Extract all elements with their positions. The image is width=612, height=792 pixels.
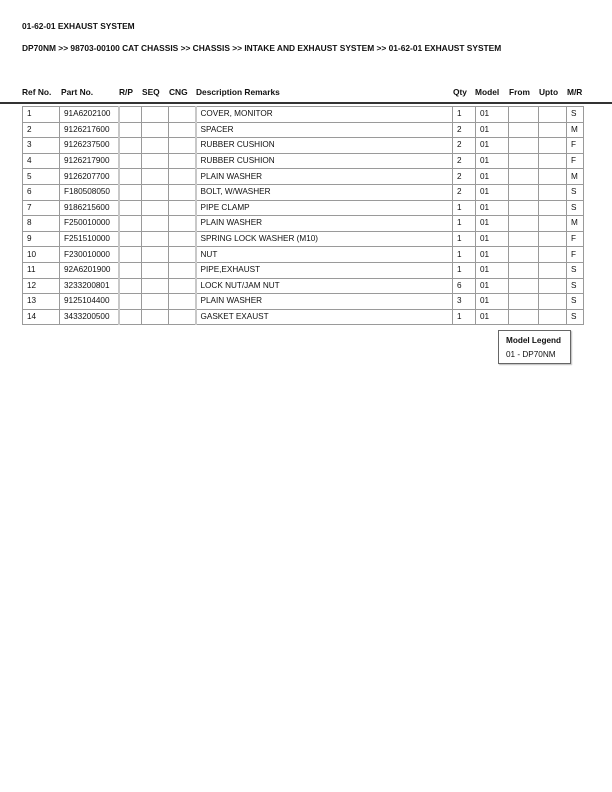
cell-rp: [119, 153, 142, 169]
cell-ref: 11: [23, 262, 60, 278]
table-row: [23, 231, 584, 247]
cell-mr: M: [567, 169, 584, 185]
cell-desc: PLAIN WASHER: [196, 294, 453, 310]
cell-mr: M: [567, 216, 584, 232]
cell-model: 01: [476, 138, 509, 154]
cell-rp: [119, 247, 142, 263]
cell-qty: 2: [453, 184, 476, 200]
cell-ref: 13: [23, 294, 60, 310]
cell-cng: [169, 138, 196, 154]
cell-part: F251510000: [60, 231, 119, 247]
cell-from: [509, 153, 539, 169]
cell-upto: [539, 184, 567, 200]
cell-from: [509, 138, 539, 154]
cell-from: [509, 231, 539, 247]
cell-model: 01: [476, 278, 509, 294]
page-title: 01-62-01 EXHAUST SYSTEM: [22, 21, 135, 31]
cell-desc: LOCK NUT/JAM NUT: [196, 278, 453, 294]
cell-upto: [539, 169, 567, 185]
cell-ref: 14: [23, 309, 60, 325]
cell-qty: 1: [453, 200, 476, 216]
table-row: [23, 262, 584, 278]
cell-qty: 3: [453, 294, 476, 310]
cell-ref: 5: [23, 169, 60, 185]
cell-rp: [119, 231, 142, 247]
cell-mr: S: [567, 309, 584, 325]
cell-upto: [539, 200, 567, 216]
cell-cng: [169, 247, 196, 263]
cell-part: F180508050: [60, 184, 119, 200]
cell-cng: [169, 294, 196, 310]
cell-rp: [119, 184, 142, 200]
cell-rp: [119, 200, 142, 216]
cell-rp: [119, 138, 142, 154]
cell-part: 9126237500: [60, 138, 119, 154]
header-seq: SEQ: [142, 87, 160, 97]
cell-qty: 2: [453, 169, 476, 185]
cell-cng: [169, 153, 196, 169]
cell-cng: [169, 216, 196, 232]
cell-seq: [142, 231, 169, 247]
cell-seq: [142, 169, 169, 185]
table-row: [23, 294, 584, 310]
cell-part: 9126217600: [60, 122, 119, 138]
model-legend-entry: 01 - DP70NM: [506, 350, 556, 359]
cell-part: 3433200500: [60, 309, 119, 325]
cell-from: [509, 107, 539, 123]
cell-cng: [169, 262, 196, 278]
cell-part: F250010000: [60, 216, 119, 232]
cell-rp: [119, 278, 142, 294]
cell-seq: [142, 138, 169, 154]
cell-model: 01: [476, 216, 509, 232]
cell-from: [509, 262, 539, 278]
table-row: [23, 122, 584, 138]
cell-model: 01: [476, 200, 509, 216]
cell-desc: GASKET EXAUST: [196, 309, 453, 325]
cell-model: 01: [476, 184, 509, 200]
cell-model: 01: [476, 294, 509, 310]
cell-qty: 1: [453, 262, 476, 278]
cell-model: 01: [476, 153, 509, 169]
cell-cng: [169, 278, 196, 294]
cell-upto: [539, 262, 567, 278]
cell-rp: [119, 294, 142, 310]
cell-from: [509, 216, 539, 232]
header-cng: CNG: [169, 87, 188, 97]
cell-seq: [142, 107, 169, 123]
cell-desc: SPRING LOCK WASHER (M10): [196, 231, 453, 247]
cell-from: [509, 169, 539, 185]
cell-mr: S: [567, 107, 584, 123]
cell-seq: [142, 200, 169, 216]
cell-desc: PIPE,EXHAUST: [196, 262, 453, 278]
cell-seq: [142, 262, 169, 278]
cell-part: 9186215600: [60, 200, 119, 216]
cell-ref: 7: [23, 200, 60, 216]
cell-from: [509, 200, 539, 216]
cell-desc: SPACER: [196, 122, 453, 138]
cell-cng: [169, 122, 196, 138]
cell-rp: [119, 107, 142, 123]
cell-mr: S: [567, 184, 584, 200]
cell-rp: [119, 309, 142, 325]
cell-mr: F: [567, 153, 584, 169]
cell-seq: [142, 247, 169, 263]
cell-part: 9126207700: [60, 169, 119, 185]
cell-seq: [142, 309, 169, 325]
cell-mr: F: [567, 138, 584, 154]
cell-desc: RUBBER CUSHION: [196, 153, 453, 169]
cell-upto: [539, 138, 567, 154]
cell-desc: PIPE CLAMP: [196, 200, 453, 216]
cell-upto: [539, 122, 567, 138]
table-row: [23, 309, 584, 325]
cell-seq: [142, 153, 169, 169]
cell-desc: COVER, MONITOR: [196, 107, 453, 123]
cell-model: 01: [476, 231, 509, 247]
model-legend-title: Model Legend: [506, 336, 562, 345]
cell-part: 3233200801: [60, 278, 119, 294]
cell-model: 01: [476, 122, 509, 138]
header-rp: R/P: [119, 87, 133, 97]
cell-part: 9126217900: [60, 153, 119, 169]
cell-mr: M: [567, 122, 584, 138]
cell-qty: 6: [453, 278, 476, 294]
cell-from: [509, 278, 539, 294]
table-row: [23, 184, 584, 200]
cell-from: [509, 184, 539, 200]
cell-desc: PLAIN WASHER: [196, 216, 453, 232]
cell-ref: 10: [23, 247, 60, 263]
cell-upto: [539, 309, 567, 325]
header-ref: Ref No.: [22, 87, 52, 97]
model-legend: [498, 330, 571, 364]
table-row: [23, 107, 584, 123]
cell-model: 01: [476, 169, 509, 185]
cell-from: [509, 247, 539, 263]
table-row: [23, 200, 584, 216]
cell-qty: 1: [453, 231, 476, 247]
cell-model: 01: [476, 262, 509, 278]
header-upto: Upto: [539, 87, 559, 97]
cell-ref: 9: [23, 231, 60, 247]
cell-qty: 1: [453, 107, 476, 123]
cell-desc: PLAIN WASHER: [196, 169, 453, 185]
table-row: [23, 247, 584, 263]
header-mr: M/R: [567, 87, 583, 97]
cell-seq: [142, 294, 169, 310]
cell-ref: 8: [23, 216, 60, 232]
cell-ref: 6: [23, 184, 60, 200]
cell-ref: 2: [23, 122, 60, 138]
cell-mr: S: [567, 262, 584, 278]
cell-desc: RUBBER CUSHION: [196, 138, 453, 154]
cell-upto: [539, 231, 567, 247]
cell-rp: [119, 262, 142, 278]
header-desc: Description Remarks: [196, 87, 280, 97]
parts-table: [22, 106, 584, 325]
cell-part: 9125104400: [60, 294, 119, 310]
cell-model: 01: [476, 107, 509, 123]
cell-ref: 3: [23, 138, 60, 154]
cell-cng: [169, 200, 196, 216]
cell-qty: 1: [453, 247, 476, 263]
cell-rp: [119, 122, 142, 138]
header-divider: [0, 102, 612, 104]
cell-cng: [169, 309, 196, 325]
cell-mr: S: [567, 294, 584, 310]
cell-cng: [169, 184, 196, 200]
cell-from: [509, 309, 539, 325]
cell-seq: [142, 184, 169, 200]
cell-seq: [142, 122, 169, 138]
cell-cng: [169, 107, 196, 123]
cell-seq: [142, 216, 169, 232]
cell-upto: [539, 247, 567, 263]
breadcrumb: DP70NM >> 98703-00100 CAT CHASSIS >> CHASSIS >> INTAKE AND EXHAUST SYSTEM >> 01-62-01 EXHAUST SYSTEM: [22, 43, 502, 53]
cell-qty: 1: [453, 216, 476, 232]
header-qty: Qty: [453, 87, 467, 97]
cell-model: 01: [476, 309, 509, 325]
cell-mr: F: [567, 247, 584, 263]
cell-part: F230010000: [60, 247, 119, 263]
table-row: [23, 216, 584, 232]
cell-model: 01: [476, 247, 509, 263]
cell-part: 92A6201900: [60, 262, 119, 278]
cell-rp: [119, 169, 142, 185]
cell-from: [509, 294, 539, 310]
cell-upto: [539, 216, 567, 232]
cell-mr: F: [567, 231, 584, 247]
cell-qty: 1: [453, 309, 476, 325]
cell-desc: BOLT, W/WASHER: [196, 184, 453, 200]
cell-upto: [539, 278, 567, 294]
cell-desc: NUT: [196, 247, 453, 263]
cell-qty: 2: [453, 138, 476, 154]
cell-cng: [169, 169, 196, 185]
cell-ref: 4: [23, 153, 60, 169]
cell-upto: [539, 107, 567, 123]
cell-from: [509, 122, 539, 138]
cell-mr: S: [567, 278, 584, 294]
header-model: Model: [475, 87, 500, 97]
cell-mr: S: [567, 200, 584, 216]
cell-qty: 2: [453, 153, 476, 169]
table-row: [23, 169, 584, 185]
cell-ref: 1: [23, 107, 60, 123]
cell-seq: [142, 278, 169, 294]
table-row: [23, 153, 584, 169]
header-from: From: [509, 87, 530, 97]
cell-upto: [539, 153, 567, 169]
cell-qty: 2: [453, 122, 476, 138]
cell-rp: [119, 216, 142, 232]
table-row: [23, 138, 584, 154]
cell-upto: [539, 294, 567, 310]
cell-ref: 12: [23, 278, 60, 294]
table-row: [23, 278, 584, 294]
cell-cng: [169, 231, 196, 247]
cell-part: 91A6202100: [60, 107, 119, 123]
header-part: Part No.: [61, 87, 94, 97]
